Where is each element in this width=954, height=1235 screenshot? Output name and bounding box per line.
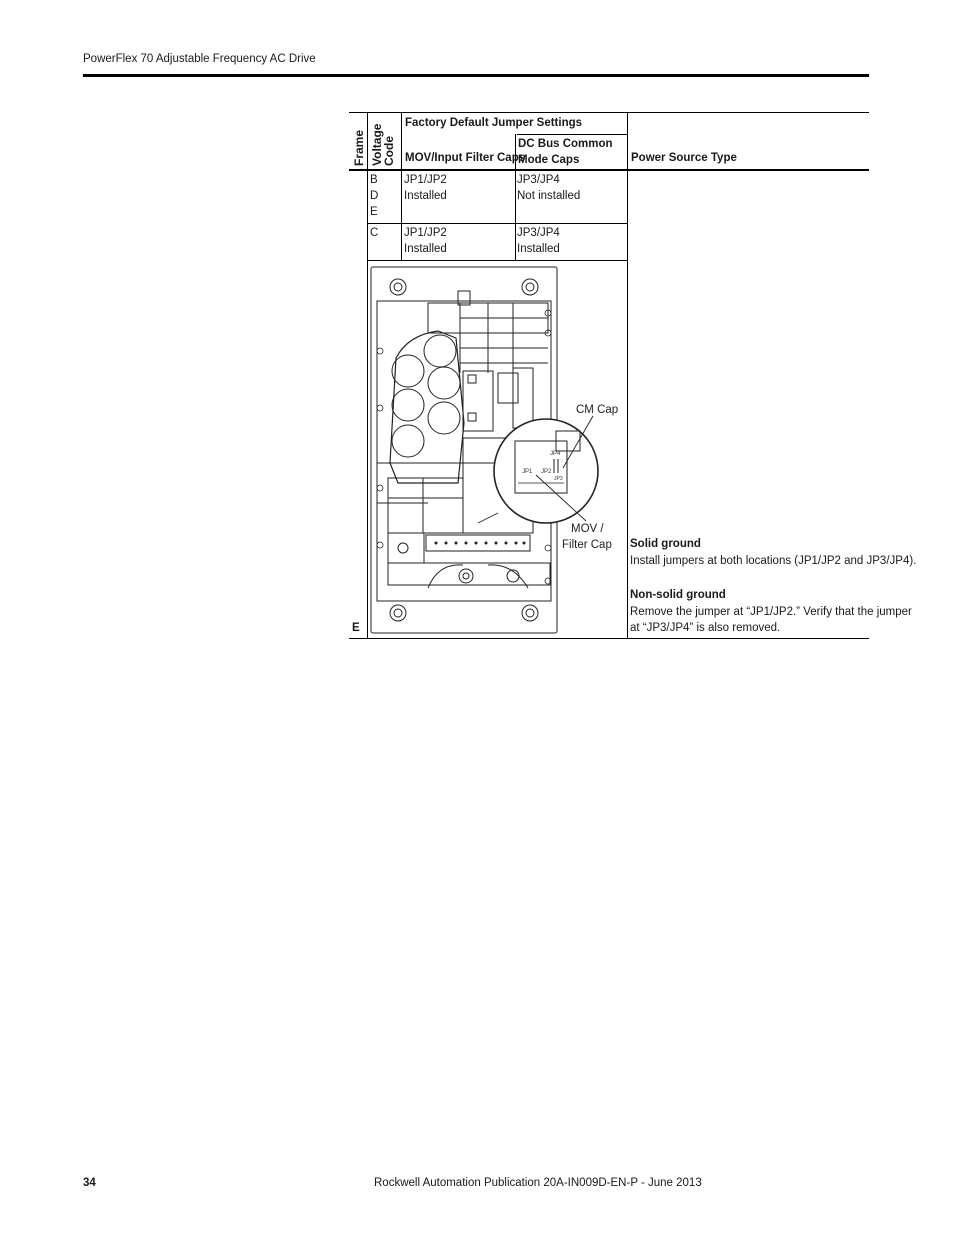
row-divider-2 [367,260,628,261]
header-power-source: Power Source Type [631,152,737,164]
voltage-code-c: C [370,227,379,239]
jp3-label: JP3 [554,476,563,482]
voltage-code-b: B [370,174,378,186]
frame-value: E [352,622,360,634]
table-bottom-rule [349,638,869,639]
col-divider-power [627,112,628,639]
drive-jumper-diagram [368,263,626,635]
header-bottom-rule [349,169,869,171]
voltage-code-d: D [370,190,379,202]
nonsolid-ground-text-1: Remove the jumper at “JP1/JP2.” Verify that the jumper [630,606,912,618]
running-header: PowerFlex 70 Adjustable Frequency AC Drive [83,53,316,65]
row2-dc-state: Installed [517,243,560,255]
row1-mov-jumper: JP1/JP2 [404,174,447,186]
header-sub-rule [517,134,628,135]
jp4-label: JP4 [550,451,561,457]
header-dc-bus: DC Bus Common Mode Caps [518,138,613,166]
table-top-rule [349,112,869,113]
page-number: 34 [83,1177,96,1189]
row2-mov-state: Installed [404,243,447,255]
jp1-label: JP1 [522,469,533,475]
header-rule [83,74,869,77]
publication-footer: Rockwell Automation Publication 20A-IN009D-EN-P - June 2013 [374,1177,702,1189]
col-divider-voltage [401,112,402,261]
row1-dc-state: Not installed [517,190,581,202]
header-frame: Frame [352,129,366,166]
row-divider-1 [367,223,628,224]
header-voltage-code: Voltage Code [370,123,396,166]
nonsolid-ground-text-2: at “JP3/JP4” is also removed. [630,622,781,634]
header-factory-default: Factory Default Jumper Settings [405,117,583,129]
row2-dc-jumper: JP3/JP4 [517,227,560,239]
row1-mov-state: Installed [404,190,447,202]
jp2-label: JP2 [541,469,552,475]
solid-ground-text: Install jumpers at both locations (JP1/JP2 and JP3/JP4). [630,555,917,567]
mov-label-line2: Filter Cap [562,539,612,551]
row2-mov-jumper: JP1/JP2 [404,227,447,239]
row1-dc-jumper: JP3/JP4 [517,174,560,186]
nonsolid-ground-title: Non-solid ground [630,589,726,601]
voltage-code-e: E [370,206,378,218]
mov-label-line1: MOV / [571,523,604,535]
solid-ground-title: Solid ground [630,538,701,550]
cm-cap-label: CM Cap [576,404,619,416]
header-mov: MOV/Input Filter Caps [405,152,526,164]
